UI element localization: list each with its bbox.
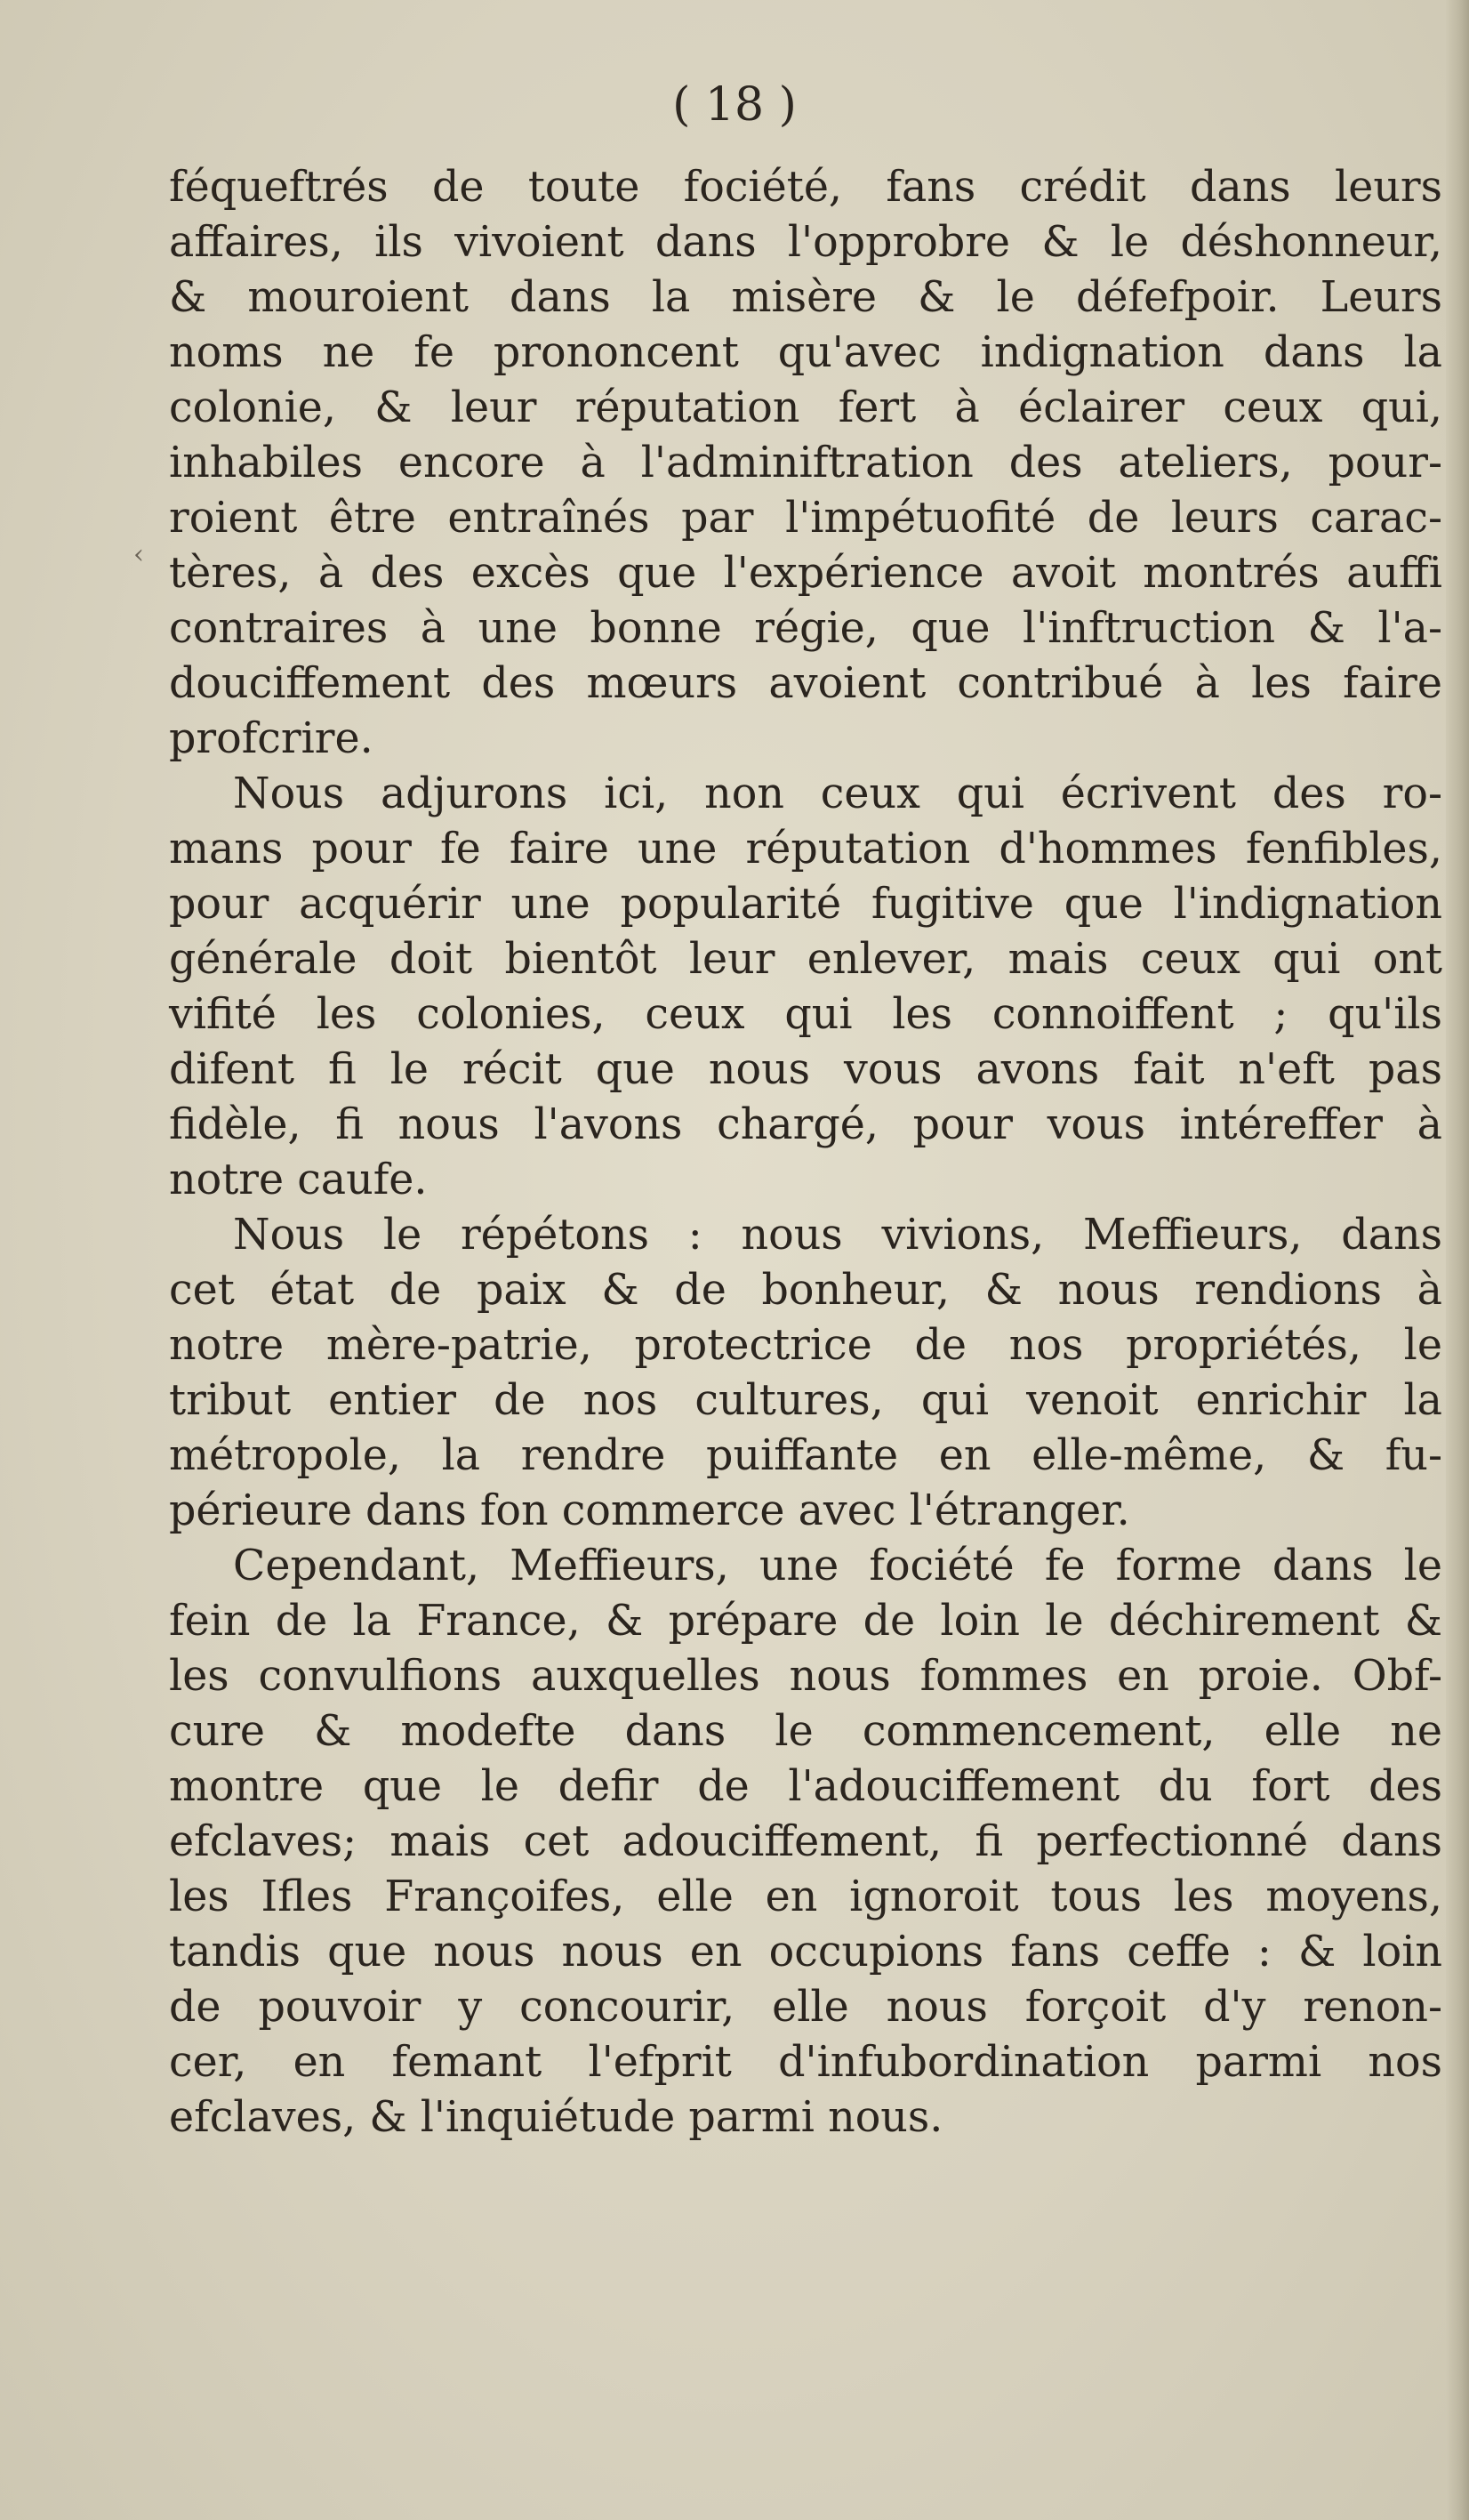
text-line: féqueftrés de toute fociété, fans crédit dans leurs	[169, 163, 1442, 212]
text-line: efclaves; mais cet adouciffement, fi perfectionné dans	[169, 1817, 1442, 1866]
text-line: colonie, & leur réputation fert à éclairer ceux qui,	[169, 383, 1442, 432]
text-line: tandis que nous nous en occupions fans ceffe : & loin	[169, 1928, 1442, 1977]
text-line: difent fi le récit que nous vous avons fait n'eft pas	[169, 1045, 1442, 1094]
text-line: de pouvoir y concourir, elle nous forçoit d'y renon-	[169, 1983, 1442, 2032]
text-line: notre mère-patrie, protectrice de nos propriétés, le	[169, 1321, 1442, 1370]
text-line: les convulfions auxquelles nous fommes en proie. Obf-	[169, 1652, 1442, 1701]
margin-mark: ‹	[133, 539, 144, 570]
text-line: affaires, ils vivoient dans l'opprobre & le déshonneur,	[169, 218, 1442, 267]
paragraph-end-line: périeure dans fon commerce avec l'étranger.	[169, 1486, 1130, 1535]
text-line: douciffement des mœurs avoient contribué à les faire	[169, 659, 1442, 708]
paragraph-end-line: notre caufe.	[169, 1155, 428, 1204]
text-line: vifité les colonies, ceux qui les connoiffent ; qu'ils	[169, 990, 1442, 1039]
text-line: contraires à une bonne régie, que l'inftruction & l'a-	[169, 604, 1442, 653]
paragraph-end-line: efclaves, & l'inquiétude parmi nous.	[169, 2093, 943, 2142]
text-line: inhabiles encore à l'adminiftration des ateliers, pour-	[169, 439, 1442, 487]
text-line: roient être entraînés par l'impétuofité de leurs carac-	[169, 494, 1442, 543]
page-edge	[1446, 0, 1469, 2520]
text-line: pour acquérir une popularité fugitive que l'indignation	[169, 880, 1442, 929]
paragraph-start-line: Nous adjurons ici, non ceux qui écrivent des ro-	[233, 769, 1442, 818]
paragraph-end-line: profcrire.	[169, 714, 373, 763]
text-line: mans pour fe faire une réputation d'hommes fenfibles,	[169, 825, 1442, 874]
text-line: tères, à des excès que l'expérience avoit montrés auffi	[169, 549, 1442, 598]
paragraph-start-line: Nous le répétons : nous vivions, Meffieurs, dans	[233, 1211, 1442, 1260]
text-line: les Ifles Françoifes, elle en ignoroit tous les moyens,	[169, 1872, 1442, 1921]
text-line: fidèle, fi nous l'avons chargé, pour vous intéreffer à	[169, 1100, 1442, 1149]
text-line: & mouroient dans la misère & le défefpoir. Leurs	[169, 273, 1442, 322]
text-line: montre que le defir de l'adouciffement du fort des	[169, 1762, 1442, 1811]
text-line: générale doit bientôt leur enlever, mais ceux qui ont	[169, 935, 1442, 984]
page-number: ( 18 )	[672, 78, 797, 132]
text-line: cet état de paix & de bonheur, & nous rendions à	[169, 1266, 1442, 1315]
paragraph-start-line: Cependant, Meffieurs, une fociété fe forme dans le	[233, 1542, 1442, 1590]
text-line: tribut entier de nos cultures, qui venoit enrichir la	[169, 1376, 1442, 1425]
text-line: cure & modefte dans le commencement, elle ne	[169, 1707, 1442, 1756]
text-line: fein de la France, & prépare de loin le déchirement &	[169, 1597, 1442, 1646]
text-line: métropole, la rendre puiffante en elle-même, & fu-	[169, 1431, 1442, 1480]
body-text	[169, 160, 1442, 2146]
text-line: cer, en femant l'efprit d'infubordination parmi nos	[169, 2038, 1442, 2087]
text-line: noms ne fe prononcent qu'avec indignation dans la	[169, 328, 1442, 377]
